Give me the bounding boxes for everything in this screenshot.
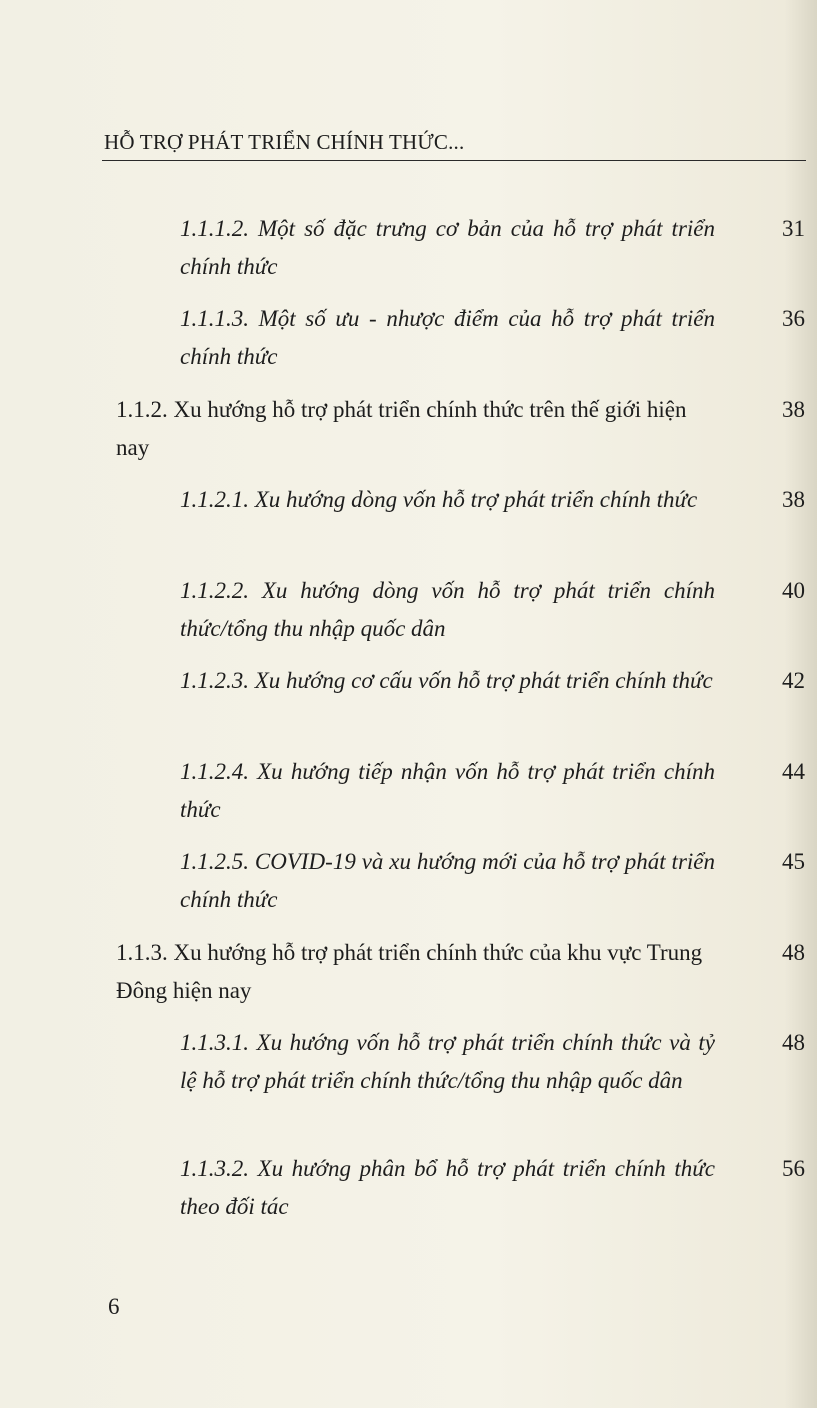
toc-entry-text: 1.1.2.4. Xu hướng tiếp nhận vốn hỗ trợ phát triển chính thức xyxy=(180,759,715,822)
toc-entry xyxy=(180,1024,715,1100)
toc-entry-text: 1.1.3.2. Xu hướng phân bổ hỗ trợ phát triển chính thức theo đối tác xyxy=(180,1156,715,1219)
toc-entry xyxy=(180,210,715,286)
toc-entry xyxy=(116,934,716,1010)
toc-entry-text: 1.1.2.1. Xu hướng dòng vốn hỗ trợ phát triển chính thức xyxy=(180,487,698,512)
toc-entry-text: 1.1.2.5. COVID-19 và xu hướng mới của hỗ trợ phát triển chính thức xyxy=(180,849,715,912)
toc-entry-page: 56 xyxy=(782,1156,805,1181)
toc-entry-page: 40 xyxy=(782,578,805,603)
page-number: 6 xyxy=(108,1294,120,1319)
toc-entry xyxy=(116,391,716,467)
toc-entry-page: 31 xyxy=(782,216,805,241)
header-rule xyxy=(102,160,806,161)
toc-entry-text: 1.1.1.2. Một số đặc trưng cơ bản của hỗ trợ phát triển chính thức xyxy=(180,216,715,279)
toc-entry-page: 48 xyxy=(782,1030,805,1055)
running-head-title: HỖ TRỢ PHÁT TRIỂN CHÍNH THỨC... xyxy=(104,130,465,154)
toc-entry xyxy=(180,572,715,648)
toc-entry xyxy=(180,1150,715,1226)
toc-entry xyxy=(180,843,715,919)
toc-entry-text: 1.1.1.3. Một số ưu - nhược điểm của hỗ trợ phát triển chính thức xyxy=(180,306,715,369)
toc-entry-text: 1.1.2.2. Xu hướng dòng vốn hỗ trợ phát triển chính thức/tổng thu nhập quốc dân xyxy=(180,578,715,641)
toc-entry-page: 48 xyxy=(782,940,805,965)
toc-entry-page: 38 xyxy=(782,487,805,512)
toc-entry-page: 45 xyxy=(782,849,805,874)
toc-entry xyxy=(180,753,715,829)
toc-entry xyxy=(180,481,715,519)
toc-entry-text: 1.1.3. Xu hướng hỗ trợ phát triển chính thức của khu vực Trung Đông hiện nay xyxy=(116,940,703,1003)
toc-entry-text: 1.1.2. Xu hướng hỗ trợ phát triển chính thức trên thế giới hiện nay xyxy=(116,397,687,460)
toc-entry xyxy=(180,300,715,376)
toc-entry-page: 42 xyxy=(782,668,805,693)
toc-entry-page: 44 xyxy=(782,759,805,784)
toc-entry-text: 1.1.2.3. Xu hướng cơ cấu vốn hỗ trợ phát triển chính thức xyxy=(180,668,713,693)
toc-entry-text: 1.1.3.1. Xu hướng vốn hỗ trợ phát triển chính thức và tỷ lệ hỗ trợ phát triển chính thức/tổng thu nhập quốc dân xyxy=(180,1030,715,1093)
toc-entry-page: 38 xyxy=(782,397,805,422)
toc-entry-page: 36 xyxy=(782,306,805,331)
toc-entry xyxy=(180,662,715,700)
